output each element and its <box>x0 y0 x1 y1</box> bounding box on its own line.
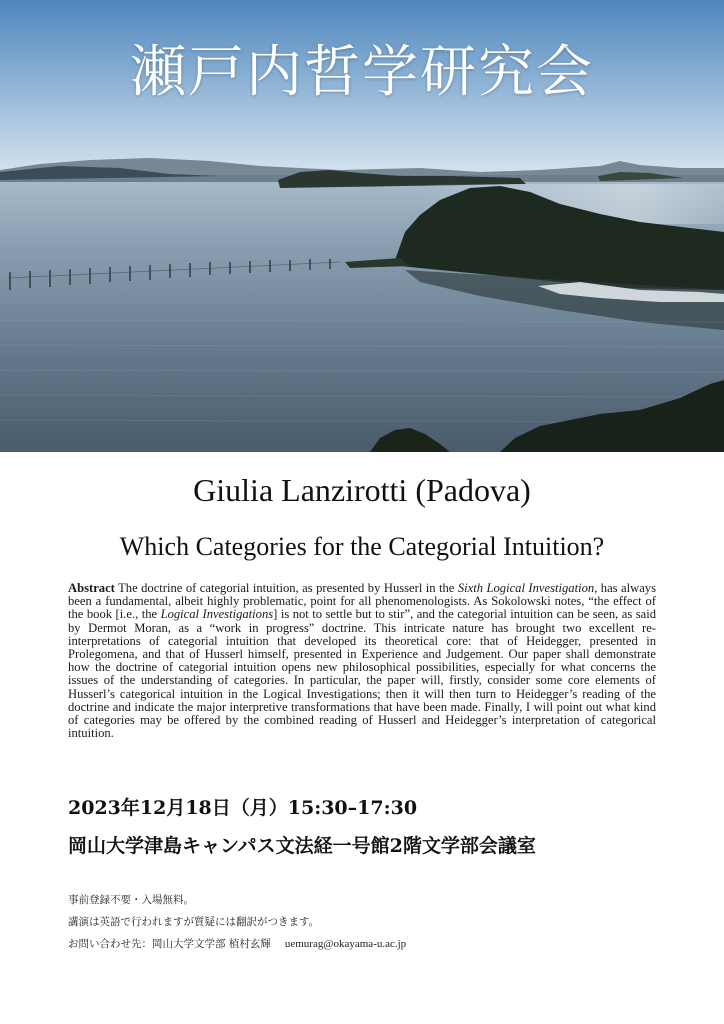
abstract-text-3: ] is not to settle but to stir”, and the categorial intuition can be seen, as said by Dermot Moran, as a “work in progress” doctrine. This intricate nature has brought two excellent re-interpretations of categorial intuition that developed its theoretical core: that of Heidegger, presented in Prolegomena, and that of Husserl himself, presented in Experience and Judgement. Our paper shall demonstrate how the doctrine of categorial intuition opens new philosophical possibilities, especially for what concerns the issues of the understanding of categories. In particular, the paper will, firstly, consider some core elements of Husserl’s categorical intuition in the Logical Investigations; then it will then turn to Heidegger’s reading of the doctrine and indicate the major interpretive transformations that have been made. Finally, I will point out what kind of categories may be offered by the combined reading of Husserl and Heidegger’s interpretation of categorical intuition. <box>68 607 656 741</box>
contact-label: お問い合わせ先：岡山大学文学部 植村玄輝 <box>68 938 271 950</box>
abstract-text-2: , has always been a fundamental, albeit highly problematic, point for all phenomenologists. As Sokolowski notes, “the effect of the book [i.e., the <box>68 581 656 622</box>
registration-note: 事前登録不要・入場無料。 <box>68 894 194 906</box>
contact-line <box>68 933 668 955</box>
event-date: 2023年12月18日（月）15:30–17:30 <box>68 797 418 819</box>
contact-email[interactable]: uemurag@okayama-u.ac.jp <box>284 938 407 950</box>
talk-title: Which Categories for the Categorial Intuition? <box>119 532 605 561</box>
abstract <box>68 582 656 740</box>
event-venue: 岡山大学津島キャンパス文法経一号館2階文学部会議室 <box>68 835 536 857</box>
abstract-label: Abstract <box>68 581 115 595</box>
abstract-text-1: The doctrine of categorial intuition, as presented by Husserl in the <box>114 581 458 595</box>
notes <box>68 889 668 955</box>
abstract-italic-1: Sixth Logical Investigation <box>457 581 595 595</box>
abstract-italic-2: Logical Investigations <box>160 607 274 622</box>
hero-title: 瀬戸内哲学研究会 <box>130 40 594 105</box>
language-note: 講演は英語で行われますが質疑には翻訳がつきます。 <box>68 916 320 928</box>
speaker-name: Giulia Lanzirotti (Padova) <box>193 472 531 508</box>
hero-photo <box>0 0 724 452</box>
